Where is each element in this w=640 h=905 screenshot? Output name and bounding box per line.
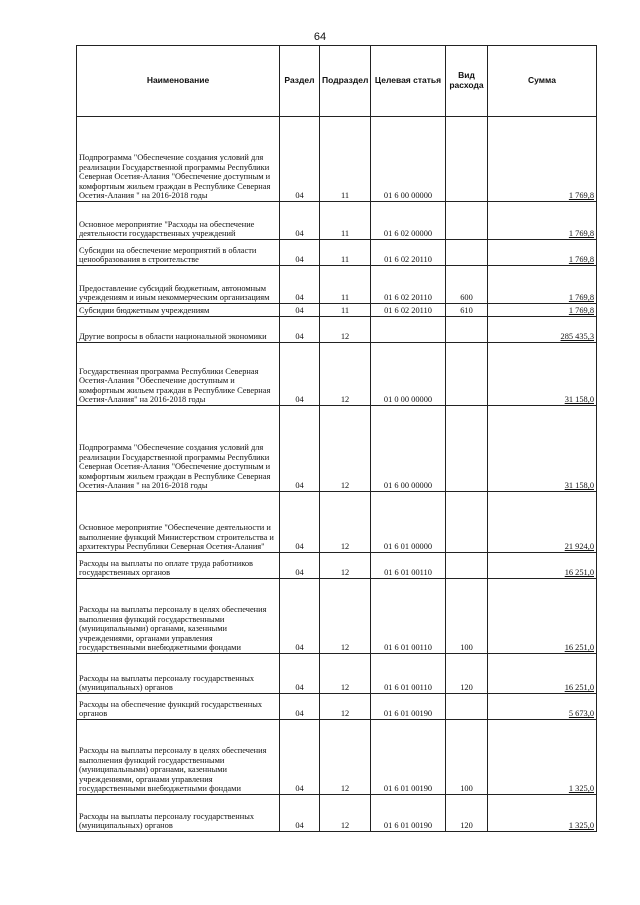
table-row xyxy=(77,694,597,720)
row-type: 100 xyxy=(446,579,488,654)
row-subsection: 12 xyxy=(320,553,371,579)
table-row xyxy=(77,240,597,266)
row-name: Расходы на выплаты персоналу государственных (муниципальных) органов xyxy=(77,654,280,694)
row-sum: 16 251,0 xyxy=(488,579,597,654)
row-sum: 285 435,3 xyxy=(488,317,597,343)
row-section: 04 xyxy=(280,266,320,304)
header-type: Вид расхода xyxy=(446,46,488,117)
table-row xyxy=(77,492,597,553)
row-target: 01 6 01 00190 xyxy=(371,795,446,832)
row-target: 01 6 02 20110 xyxy=(371,266,446,304)
row-target: 01 6 01 00110 xyxy=(371,579,446,654)
row-sum: 16 251,0 xyxy=(488,553,597,579)
row-type xyxy=(446,694,488,720)
table-row xyxy=(77,317,597,343)
row-section: 04 xyxy=(280,654,320,694)
row-name: Основное мероприятие "Расходы на обеспечение деятельности государственных учреждений xyxy=(77,202,280,240)
row-name: Государственная программа Республики Северная Осетия-Алания "Обеспечение доступным и комфортным жильем граждан в Республике Северная Осетия-Алания" на 2016-2018 годы xyxy=(77,343,280,406)
row-section: 04 xyxy=(280,720,320,795)
row-type: 100 xyxy=(446,720,488,795)
row-sum: 1 769,8 xyxy=(488,240,597,266)
row-type xyxy=(446,343,488,406)
header-subsection: Подраздел xyxy=(320,46,371,117)
table-row xyxy=(77,795,597,832)
row-subsection: 12 xyxy=(320,720,371,795)
row-sum: 1 769,8 xyxy=(488,266,597,304)
row-subsection: 11 xyxy=(320,304,371,317)
row-type xyxy=(446,117,488,202)
row-type: 120 xyxy=(446,795,488,832)
row-section: 04 xyxy=(280,579,320,654)
row-section: 04 xyxy=(280,694,320,720)
row-sum: 31 158,0 xyxy=(488,343,597,406)
row-target: 01 6 02 20110 xyxy=(371,240,446,266)
header-name: Наименование xyxy=(77,46,280,117)
row-target: 01 6 00 00000 xyxy=(371,117,446,202)
row-section: 04 xyxy=(280,240,320,266)
row-section: 04 xyxy=(280,202,320,240)
header-section: Раздел xyxy=(280,46,320,117)
row-name: Расходы на выплаты персоналу в целях обеспечения выполнения функций государственными (муниципальными) органами, казенными учреждениями, органами управления государственными внебюджетными фондами xyxy=(77,720,280,795)
header-sum: Сумма xyxy=(488,46,597,117)
row-sum: 1 325,0 xyxy=(488,720,597,795)
row-subsection: 11 xyxy=(320,202,371,240)
row-name: Подпрограмма "Обеспечение создания условий для реализации Государственной программы Республики Северная Осетия-Алания "Обеспечение доступным и комфортным жильем граждан в Республике Северная Осетия-Алания " на 2016-2018 годы xyxy=(77,117,280,202)
row-target: 01 0 00 00000 xyxy=(371,343,446,406)
row-sum: 21 924,0 xyxy=(488,492,597,553)
page-number: 64 xyxy=(313,31,327,43)
table-row xyxy=(77,266,597,304)
row-section: 04 xyxy=(280,117,320,202)
table-row xyxy=(77,654,597,694)
row-subsection: 12 xyxy=(320,492,371,553)
row-type xyxy=(446,553,488,579)
row-section: 04 xyxy=(280,317,320,343)
row-name: Субсидии бюджетным учреждениям xyxy=(77,304,280,317)
row-target: 01 6 02 00000 xyxy=(371,202,446,240)
row-target: 01 6 00 00000 xyxy=(371,406,446,492)
row-name: Предоставление субсидий бюджетным, автономным учреждениям и иным некоммерческим организациям xyxy=(77,266,280,304)
row-type: 610 xyxy=(446,304,488,317)
row-subsection: 12 xyxy=(320,406,371,492)
row-target: 01 6 01 00190 xyxy=(371,720,446,795)
row-subsection: 12 xyxy=(320,343,371,406)
row-section: 04 xyxy=(280,406,320,492)
row-type xyxy=(446,406,488,492)
row-name: Расходы на обеспечение функций государственных органов xyxy=(77,694,280,720)
row-type xyxy=(446,317,488,343)
row-target: 01 6 01 00190 xyxy=(371,694,446,720)
row-name: Расходы на выплаты персоналу государственных (муниципальных) органов xyxy=(77,795,280,832)
row-sum: 1 325,0 xyxy=(488,795,597,832)
budget-table xyxy=(76,45,597,832)
table-row xyxy=(77,117,597,202)
row-type: 120 xyxy=(446,654,488,694)
row-subsection: 11 xyxy=(320,117,371,202)
table-row xyxy=(77,406,597,492)
table-row xyxy=(77,553,597,579)
row-name: Подпрограмма "Обеспечение создания условий для реализации Государственной программы Республики Северная Осетия-Алания "Обеспечение доступным и комфортным жильем граждан в Республике Северная Осетия-Алания " на 2016-2018 годы xyxy=(77,406,280,492)
table-row xyxy=(77,720,597,795)
row-type xyxy=(446,240,488,266)
table-row xyxy=(77,579,597,654)
row-section: 04 xyxy=(280,553,320,579)
row-target: 01 6 01 00110 xyxy=(371,553,446,579)
row-target xyxy=(371,317,446,343)
row-sum: 16 251,0 xyxy=(488,654,597,694)
row-sum: 1 769,8 xyxy=(488,117,597,202)
row-section: 04 xyxy=(280,304,320,317)
row-target: 01 6 01 00110 xyxy=(371,654,446,694)
row-section: 04 xyxy=(280,795,320,832)
row-subsection: 12 xyxy=(320,317,371,343)
row-type xyxy=(446,492,488,553)
row-subsection: 11 xyxy=(320,266,371,304)
row-name: Расходы на выплаты персоналу в целях обеспечения выполнения функций государственными (муниципальными) органами, казенными учреждениями, органами управления государственными внебюджетными фондами xyxy=(77,579,280,654)
row-name: Другие вопросы в области национальной экономики xyxy=(77,317,280,343)
table-row xyxy=(77,343,597,406)
row-target: 01 6 02 20110 xyxy=(371,304,446,317)
row-sum: 1 769,8 xyxy=(488,304,597,317)
row-subsection: 12 xyxy=(320,795,371,832)
row-name: Расходы на выплаты по оплате труда работников государственных органов xyxy=(77,553,280,579)
table-header-row xyxy=(77,46,597,117)
row-type: 600 xyxy=(446,266,488,304)
row-section: 04 xyxy=(280,343,320,406)
row-name: Субсидии на обеспечение мероприятий в области ценообразования в строительстве xyxy=(77,240,280,266)
row-subsection: 11 xyxy=(320,240,371,266)
header-target: Целевая статья xyxy=(371,46,446,117)
row-target: 01 6 01 00000 xyxy=(371,492,446,553)
row-type xyxy=(446,202,488,240)
row-sum: 5 673,0 xyxy=(488,694,597,720)
row-sum: 1 769,8 xyxy=(488,202,597,240)
table-row xyxy=(77,202,597,240)
row-section: 04 xyxy=(280,492,320,553)
row-sum: 31 158,0 xyxy=(488,406,597,492)
row-name: Основное мероприятие "Обеспечение деятельности и выполнение функций Министерством строительства и архитектуры Республики Северная Осетия-Алания" xyxy=(77,492,280,553)
row-subsection: 12 xyxy=(320,694,371,720)
row-subsection: 12 xyxy=(320,654,371,694)
table-row xyxy=(77,304,597,317)
row-subsection: 12 xyxy=(320,579,371,654)
